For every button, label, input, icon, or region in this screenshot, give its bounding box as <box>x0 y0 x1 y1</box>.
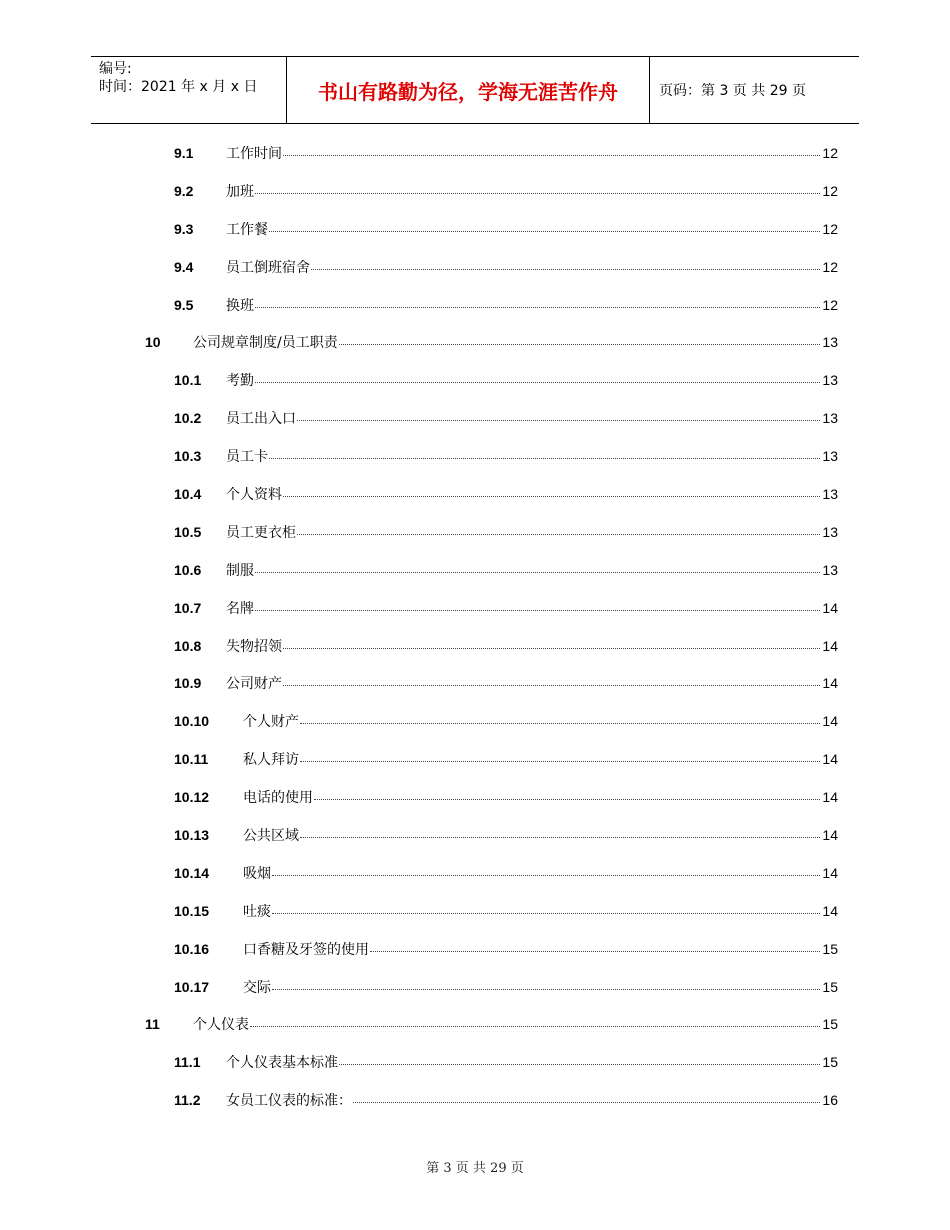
toc-entry[interactable] <box>0 589 950 627</box>
toc-entry-title: 电话的使用 <box>243 790 313 807</box>
toc-dot-leader <box>255 192 820 194</box>
toc-entry-title: 失物招领 <box>226 638 282 655</box>
toc-entry-number: 10.17 <box>174 978 210 995</box>
toc-entry-page-number: 14 <box>822 599 838 616</box>
toc-entry-page-number: 12 <box>822 220 838 237</box>
toc-entry-line <box>174 892 838 930</box>
toc-entry-number: 10.16 <box>174 940 210 957</box>
toc-entry-page-number: 14 <box>822 826 838 843</box>
toc-entry-title: 公司规章制度/员工职责 <box>193 335 338 352</box>
toc-entry-page-number: 16 <box>822 1092 838 1109</box>
toc-entry-number: 10.10 <box>174 713 210 730</box>
toc-entry[interactable] <box>0 361 950 399</box>
toc-entry-number: 9.5 <box>174 296 194 313</box>
toc-entry-page-number: 12 <box>822 258 838 275</box>
toc-entry-line <box>174 286 838 324</box>
toc-entry-page-number: 15 <box>822 978 838 995</box>
header-page-info: 页码：第 3 页 共 29 页 <box>659 83 806 99</box>
toc-entry-page-number: 12 <box>822 182 838 199</box>
toc-entry[interactable] <box>0 930 950 968</box>
toc-dot-leader <box>272 912 820 914</box>
toc-entry-number: 9.3 <box>174 220 194 237</box>
toc-dot-leader <box>311 268 820 270</box>
toc-entry[interactable] <box>0 892 950 930</box>
toc-entry-line <box>174 248 838 286</box>
toc-entry-page-number: 15 <box>822 1054 838 1071</box>
document-number-label: 编号: <box>99 61 132 77</box>
toc-entry-title: 考勤 <box>226 373 254 390</box>
toc-entry-title: 个人仪表基本标准 <box>226 1055 338 1072</box>
toc-dot-leader <box>250 1025 820 1027</box>
toc-entry-line <box>174 740 838 778</box>
toc-entry-number: 10.2 <box>174 410 202 427</box>
page-header <box>91 56 859 124</box>
header-meta-cell <box>91 57 287 123</box>
toc-entry[interactable] <box>0 399 950 437</box>
toc-entry-number: 10.3 <box>174 448 202 465</box>
toc-entry-title: 吸烟 <box>243 865 271 882</box>
table-of-contents <box>0 134 950 1119</box>
toc-entry-page-number: 14 <box>822 864 838 881</box>
toc-entry-title: 员工倒班宿舍 <box>226 259 310 276</box>
toc-entry-line <box>174 399 838 437</box>
toc-entry-line <box>174 210 838 248</box>
header-page-cell <box>650 57 859 123</box>
toc-entry-number: 10.14 <box>174 864 210 881</box>
toc-entry[interactable] <box>0 968 950 1006</box>
toc-entry-title: 女员工仪表的标准： <box>226 1093 352 1110</box>
toc-entry-page-number: 13 <box>822 372 838 389</box>
toc-entry-title: 交际 <box>243 979 271 996</box>
toc-entry[interactable] <box>0 854 950 892</box>
toc-dot-leader <box>283 684 820 686</box>
toc-entry-title: 私人拜访 <box>243 752 299 769</box>
toc-dot-leader <box>370 950 820 952</box>
toc-entry-line <box>174 702 838 740</box>
toc-entry-title: 名牌 <box>226 600 254 617</box>
toc-entry-line <box>174 778 838 816</box>
toc-dot-leader <box>339 1063 820 1065</box>
toc-dot-leader <box>283 154 820 156</box>
toc-entry-line <box>174 664 838 702</box>
toc-entry-number: 11 <box>145 1016 160 1033</box>
toc-entry-page-number: 13 <box>822 334 838 351</box>
toc-entry-title: 换班 <box>226 297 254 314</box>
toc-entry-title: 公共区域 <box>243 827 299 844</box>
toc-entry-page-number: 14 <box>822 713 838 730</box>
toc-entry[interactable] <box>0 551 950 589</box>
toc-entry-line <box>174 475 838 513</box>
toc-entry[interactable] <box>0 134 950 172</box>
page-footer: 第 3 页 共 29 页 <box>426 1161 524 1176</box>
toc-dot-leader <box>300 836 820 838</box>
toc-entry-page-number: 14 <box>822 637 838 654</box>
toc-dot-leader <box>283 647 820 649</box>
toc-entry-page-number: 14 <box>822 789 838 806</box>
toc-entry-title: 制服 <box>226 562 254 579</box>
toc-entry-line <box>174 627 838 665</box>
toc-entry-line <box>174 1081 838 1119</box>
toc-entry[interactable] <box>0 664 950 702</box>
toc-dot-leader <box>314 798 820 800</box>
toc-entry-line <box>174 589 838 627</box>
toc-entry-number: 10.6 <box>174 561 202 578</box>
header-slogan-cell <box>287 57 650 123</box>
toc-entry-page-number: 12 <box>822 296 838 313</box>
toc-entry-page-number: 13 <box>822 485 838 502</box>
toc-entry-title: 吐痰 <box>243 903 271 920</box>
toc-entry-title: 个人财产 <box>243 714 299 731</box>
toc-entry-line <box>174 513 838 551</box>
toc-entry-line <box>174 816 838 854</box>
toc-entry[interactable] <box>0 248 950 286</box>
toc-entry-line <box>174 854 838 892</box>
toc-entry[interactable] <box>0 475 950 513</box>
toc-dot-leader <box>255 381 820 383</box>
toc-entry[interactable] <box>0 323 950 361</box>
toc-entry-number: 9.2 <box>174 182 194 199</box>
toc-entry-title: 口香糖及牙签的使用 <box>243 941 369 958</box>
toc-entry-page-number: 14 <box>822 675 838 692</box>
toc-entry[interactable] <box>0 1043 950 1081</box>
toc-entry[interactable] <box>0 172 950 210</box>
toc-entry-title: 公司财产 <box>226 676 282 693</box>
toc-entry-number: 10.9 <box>174 675 202 692</box>
toc-dot-leader <box>297 533 820 535</box>
toc-entry-title: 个人仪表 <box>193 1017 249 1034</box>
toc-entry-line <box>174 1043 838 1081</box>
toc-entry-number: 10.7 <box>174 599 202 616</box>
toc-entry-number: 10 <box>145 334 161 351</box>
toc-entry-number: 11.1 <box>174 1054 201 1071</box>
toc-dot-leader <box>255 609 820 611</box>
toc-entry[interactable] <box>0 740 950 778</box>
toc-entry-title: 员工出入口 <box>226 411 296 428</box>
toc-entry-line <box>174 437 838 475</box>
toc-entry-page-number: 13 <box>822 523 838 540</box>
toc-dot-leader <box>283 495 820 497</box>
toc-entry[interactable] <box>0 627 950 665</box>
toc-entry[interactable] <box>0 437 950 475</box>
toc-entry-number: 10.4 <box>174 485 202 502</box>
toc-entry-title: 个人资料 <box>226 486 282 503</box>
toc-entry-page-number: 13 <box>822 410 838 427</box>
toc-dot-leader <box>353 1101 820 1103</box>
toc-dot-leader <box>269 230 820 232</box>
toc-entry-number: 10.8 <box>174 637 202 654</box>
toc-entry-page-number: 13 <box>822 561 838 578</box>
toc-entry-number: 10.11 <box>174 751 209 768</box>
toc-entry-number: 10.13 <box>174 826 210 843</box>
toc-entry-number: 9.1 <box>174 144 194 161</box>
document-time-label: 时间：2021 年 x 月 x 日 <box>99 79 258 95</box>
toc-entry[interactable] <box>0 513 950 551</box>
toc-entry-number: 11.2 <box>174 1092 201 1109</box>
toc-entry-line <box>174 172 838 210</box>
toc-entry-page-number: 15 <box>822 940 838 957</box>
toc-dot-leader <box>255 571 820 573</box>
toc-entry-line <box>174 134 838 172</box>
toc-entry-number: 10.5 <box>174 523 202 540</box>
toc-entry-title: 员工更衣柜 <box>226 524 296 541</box>
toc-entry[interactable] <box>0 1005 950 1043</box>
toc-entry-title: 工作时间 <box>226 145 282 162</box>
toc-entry-number: 10.12 <box>174 789 210 806</box>
toc-dot-leader <box>272 988 820 990</box>
toc-entry-line <box>145 323 838 361</box>
toc-entry-number: 9.4 <box>174 258 194 275</box>
header-slogan: 书山有路勤为径，学海无涯苦作舟 <box>318 79 618 104</box>
toc-entry-line <box>145 1005 838 1043</box>
toc-entry-line <box>174 361 838 399</box>
toc-entry[interactable] <box>0 778 950 816</box>
toc-entry[interactable] <box>0 702 950 740</box>
toc-entry-line <box>174 968 838 1006</box>
toc-dot-leader <box>300 760 820 762</box>
toc-entry[interactable] <box>0 816 950 854</box>
toc-entry-title: 员工卡 <box>226 449 268 466</box>
toc-dot-leader <box>339 343 821 345</box>
toc-dot-leader <box>297 419 820 421</box>
toc-entry-line <box>174 551 838 589</box>
toc-entry-number: 10.1 <box>174 372 202 389</box>
toc-entry[interactable] <box>0 210 950 248</box>
toc-entry-page-number: 14 <box>822 902 838 919</box>
toc-entry-page-number: 12 <box>822 144 838 161</box>
toc-entry-number: 10.15 <box>174 902 210 919</box>
toc-entry-title: 工作餐 <box>226 221 268 238</box>
toc-entry-page-number: 14 <box>822 751 838 768</box>
toc-dot-leader <box>272 874 820 876</box>
toc-entry-page-number: 15 <box>822 1016 838 1033</box>
toc-entry[interactable] <box>0 286 950 324</box>
toc-entry-page-number: 13 <box>822 448 838 465</box>
toc-entry-line <box>174 930 838 968</box>
toc-dot-leader <box>269 457 820 459</box>
toc-entry-title: 加班 <box>226 183 254 200</box>
toc-entry[interactable] <box>0 1081 950 1119</box>
toc-dot-leader <box>300 722 820 724</box>
toc-dot-leader <box>255 306 820 308</box>
